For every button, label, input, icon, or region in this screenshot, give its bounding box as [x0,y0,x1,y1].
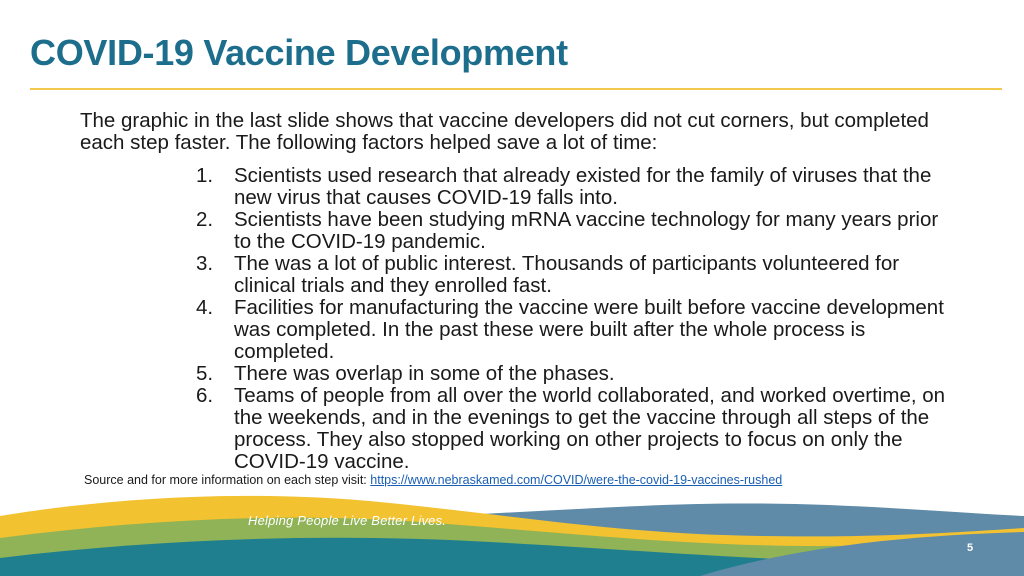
list-item-text: The was a lot of public interest. Thousands of participants volunteered for clinical trials and they enrolled fast. [234,252,900,297]
list-item [196,253,956,297]
title-divider [30,88,1002,90]
list-item [196,165,956,209]
list-item-text: Scientists used research that already existed for the family of viruses that the new virus that causes COVID-19 falls into. [234,164,932,209]
source-label: Source and for more information on each step visit: [84,473,371,487]
list-item-text: Facilities for manufacturing the vaccine were built before vaccine development was completed. In the past these were built after the whole process is completed. [234,296,944,363]
list-item-number: 3. [196,252,214,275]
factors-list [196,165,956,473]
list-item [196,385,956,473]
list-item-text: Scientists have been studying mRNA vaccine technology for many years prior to the COVID-19 pandemic. [234,208,939,253]
list-item-number: 2. [196,208,214,231]
list-item-number: 1. [196,164,214,187]
list-item-text: Teams of people from all over the world collaborated, and worked overtime, on the weekends, and in the evenings to get the vaccine through all steps of the process. They also stopped working on other projects to focus on only the COVID-19 vaccine. [234,384,946,473]
list-item-text: There was overlap in some of the phases. [234,362,615,385]
list-item [196,363,956,385]
page-number: 5 [967,542,974,554]
source-link[interactable]: https://www.nebraskamed.com/COVID/were-the-covid-19-vaccines-rushed [370,473,783,487]
page-title: COVID-19 Vaccine Development [30,32,568,73]
tagline: Helping People Live Better Lives. [248,513,447,528]
list-item [196,297,956,363]
list-item [196,209,956,253]
list-item-number: 4. [196,296,214,319]
list-item-number: 5. [196,362,214,385]
list-item-number: 6. [196,384,214,407]
footer-wave-art [0,476,1024,576]
intro-paragraph: The graphic in the last slide shows that vaccine developers did not cut corners, but completed each step faster. The following factors helped save a lot of time: [80,109,929,154]
